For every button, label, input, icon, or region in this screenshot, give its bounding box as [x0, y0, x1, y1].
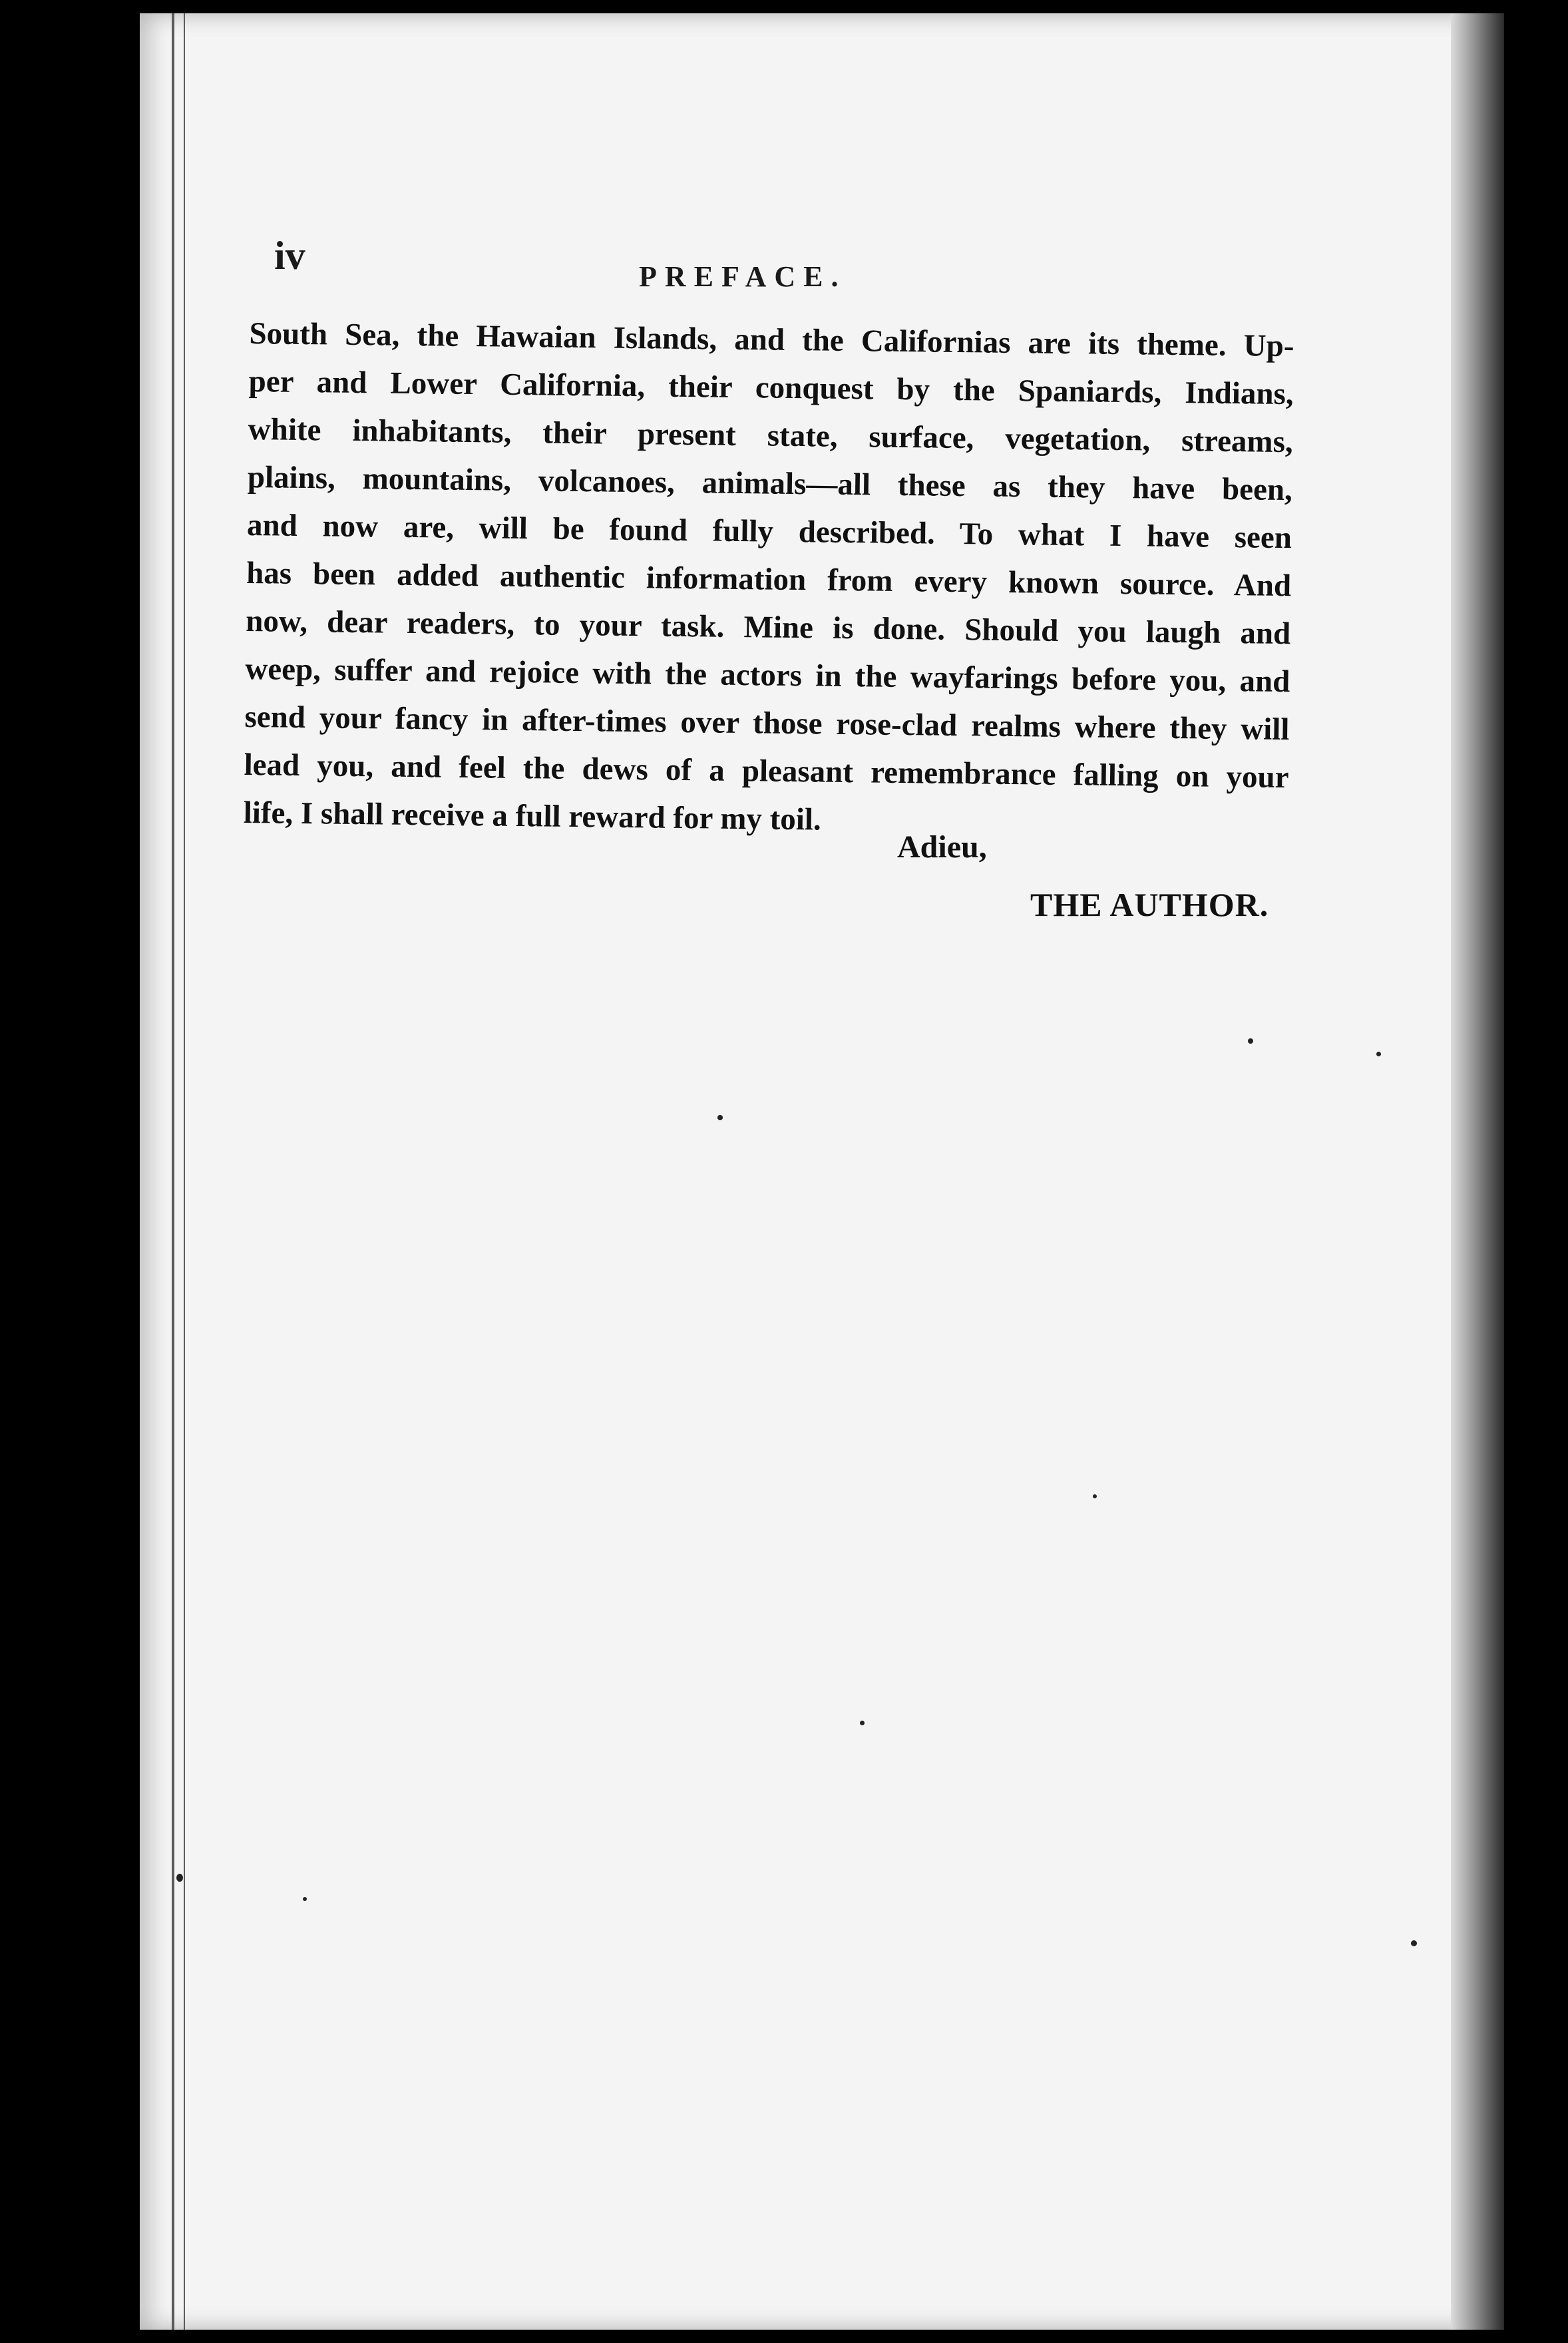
paper-speck	[717, 1115, 723, 1120]
paper-speck	[1411, 1940, 1417, 1946]
paper-speck	[1248, 1038, 1253, 1044]
text-line: now, dear readers, to your task. Mine is done. Should you laugh and	[245, 603, 1291, 652]
text-line: plains, mountains, volcanoes, animals—all these as they have been,	[247, 459, 1293, 508]
running-title: PREFACE.	[639, 260, 847, 293]
paper-speck	[1376, 1052, 1381, 1056]
text-line: per and Lower California, their conquest by the Spaniards, Indians,	[248, 363, 1294, 412]
closing-salutation: Adieu,	[897, 829, 987, 865]
page-header	[274, 233, 1312, 306]
page-number: iv	[274, 234, 305, 278]
paper-speck	[860, 1721, 865, 1725]
binding-line	[172, 13, 174, 2330]
page-edge	[1451, 13, 1504, 2330]
paper-speck	[176, 1874, 183, 1882]
paper-speck	[1093, 1494, 1097, 1498]
text-line: weep, suffer and rejoice with the actors in the wayfarings before you, and	[245, 651, 1290, 700]
text-line: white inhabitants, their present state, surface, vegetation, streams,	[248, 411, 1294, 460]
binding-line	[184, 13, 185, 2330]
text-line: South Sea, the Hawaian Islands, and the Californias are its theme. Up-	[249, 316, 1294, 364]
text-line: lead you, and feel the dews of a pleasant remembrance falling on your	[244, 747, 1289, 795]
paper-speck	[303, 1897, 307, 1901]
text-line: send your fancy in after-times over those rose-clad realms where they will	[244, 699, 1290, 747]
preface-text	[243, 310, 1294, 849]
text-line: and now are, will be found fully described. To what I have seen	[246, 507, 1292, 556]
text-line: life, I shall receive a full reward for my toil.	[243, 795, 822, 837]
author-signature: THE AUTHOR.	[1030, 886, 1269, 923]
text-line: has been added authentic information from every known source. And	[246, 555, 1292, 604]
